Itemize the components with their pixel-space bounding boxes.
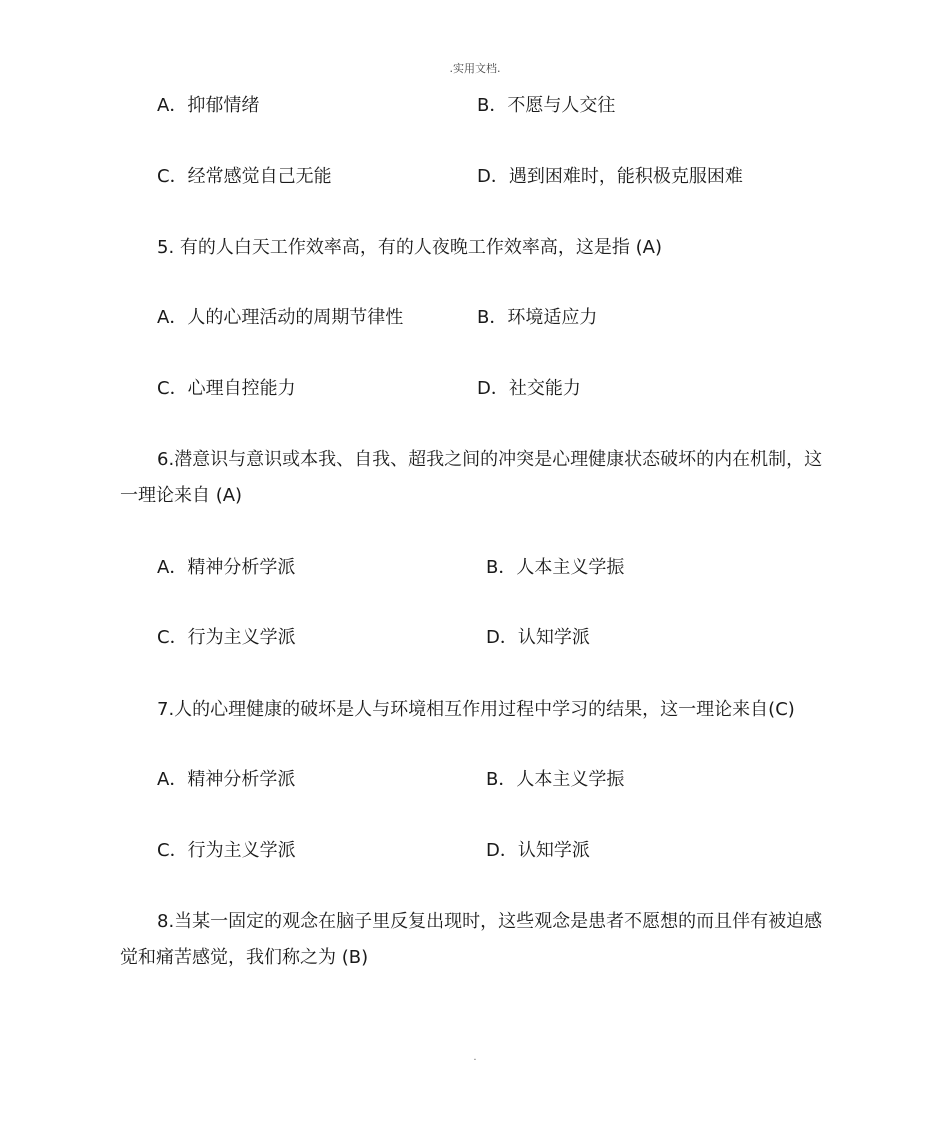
q8-question: 8.当某一固定的观念在脑子里反复出现时，这些观念是患者不愿想的而且伴有被迫感觉和痛苦感觉，我们称之为 (B) — [120, 911, 823, 968]
q7-option-c: C．行为主义学派 — [157, 840, 296, 861]
q5-option-c: C．心理自控能力 — [157, 378, 296, 399]
q4-option-a: A．抑郁情绪 — [157, 95, 260, 116]
q4-option-b: B．不愿与人交往 — [477, 95, 616, 116]
q5-option-a: A．人的心理活动的周期节律性 — [157, 307, 404, 328]
q7-option-b: B．人本主义学振 — [486, 769, 625, 790]
q6-question: 6.潜意识与意识或本我、自我、超我之间的冲突是心理健康状态破坏的内在机制，这一理论来自 (A) — [120, 449, 823, 506]
q4-option-c: C．经常感觉自己无能 — [157, 166, 332, 187]
page-footer: . — [473, 1052, 477, 1063]
q5-option-d: D．社交能力 — [477, 378, 581, 399]
q7-option-d: D．认知学派 — [486, 840, 590, 861]
q6-option-b: B．人本主义学振 — [486, 557, 625, 578]
q5-option-b: B．环境适应力 — [477, 307, 598, 328]
q5-question: 5. 有的人白天工作效率高，有的人夜晚工作效率高，这是指 (A) — [157, 237, 662, 258]
q6-option-d: D．认知学派 — [486, 627, 590, 648]
q7-question: 7.人的心理健康的破坏是人与环境相互作用过程中学习的结果，这一理论来自(C) — [157, 699, 795, 720]
q6-option-c: C．行为主义学派 — [157, 627, 296, 648]
q4-option-d: D．遇到困难时，能积极克服困难 — [477, 166, 743, 187]
q7-option-a: A．精神分析学派 — [157, 769, 296, 790]
page-header: .实用文档. — [449, 62, 501, 75]
q6-option-a: A．精神分析学派 — [157, 557, 296, 578]
